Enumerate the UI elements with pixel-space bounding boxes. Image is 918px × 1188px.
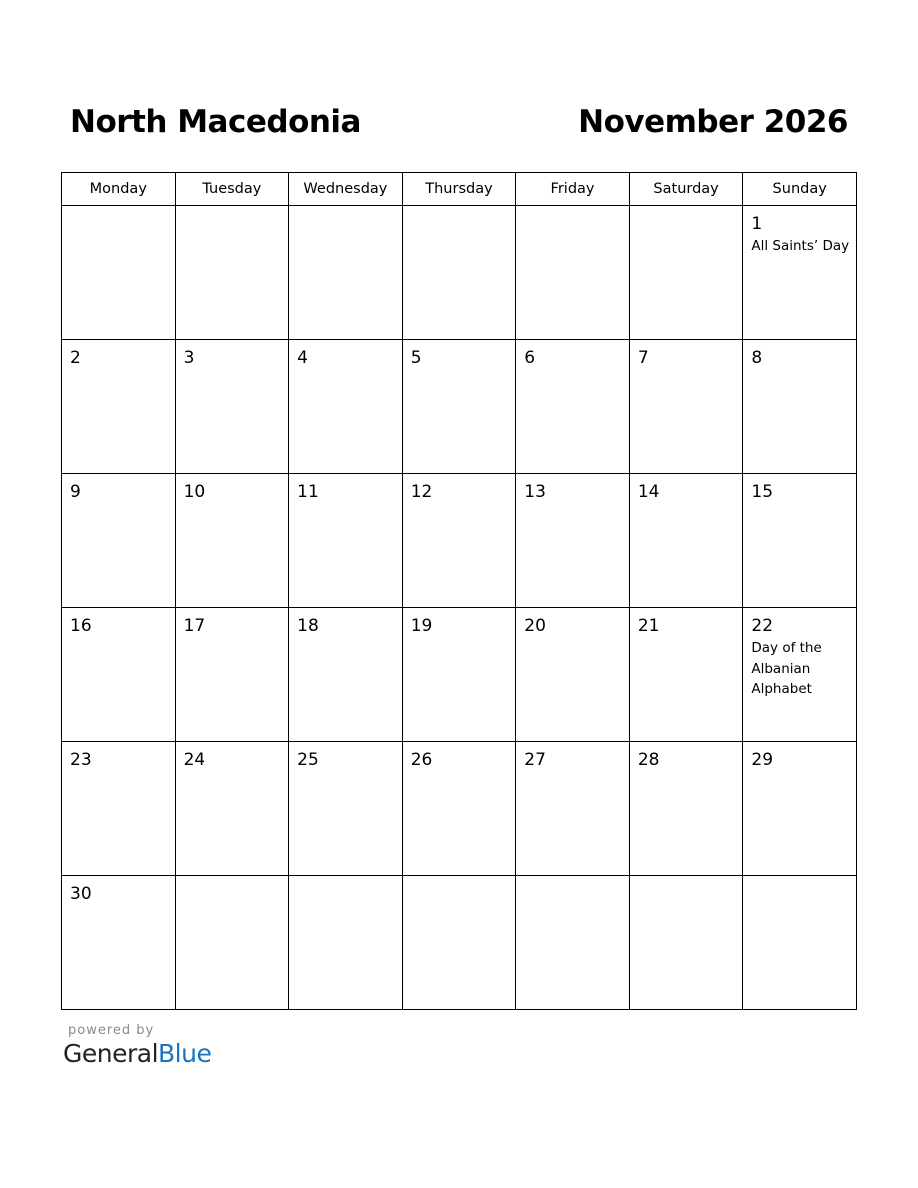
day-cell: [629, 340, 743, 474]
day-number: 4: [297, 348, 308, 368]
day-number: 21: [637, 616, 660, 636]
day-cell: [62, 206, 176, 340]
day-cell: [743, 876, 857, 1010]
day-cell: [289, 742, 403, 876]
day-cell: [175, 876, 289, 1010]
country-title: North Macedonia: [70, 104, 361, 140]
day-cell: [402, 876, 516, 1010]
day-cell: [516, 608, 630, 742]
holiday-label: All Saints’ Day: [751, 238, 850, 254]
month-year-title: November 2026: [578, 104, 848, 140]
day-number: 2: [70, 348, 81, 368]
week-row: [62, 876, 857, 1010]
day-number: 16: [70, 616, 92, 636]
day-cell: [402, 206, 516, 340]
day-number: 17: [183, 616, 206, 636]
weekday-header: Saturday: [629, 173, 743, 206]
day-cell: [175, 474, 289, 608]
weekday-header: Friday: [516, 173, 630, 206]
day-cell: [402, 608, 516, 742]
day-cell: [402, 742, 516, 876]
day-cell: [175, 206, 289, 340]
day-cell: [62, 340, 176, 474]
week-row: [62, 340, 857, 474]
day-number: 25: [297, 750, 319, 770]
weekday-header: Wednesday: [289, 173, 403, 206]
day-cell: [516, 876, 630, 1010]
week-row: [62, 608, 857, 742]
day-cell: [62, 608, 176, 742]
weekday-header: Sunday: [743, 173, 857, 206]
day-number: 27: [524, 750, 546, 770]
day-number: 13: [524, 482, 546, 502]
day-number: 18: [297, 616, 319, 636]
day-cell: [516, 340, 630, 474]
day-cell: [629, 876, 743, 1010]
weekday-header: Tuesday: [175, 173, 289, 206]
brand-general-text: General: [63, 1039, 159, 1068]
day-cell: [629, 742, 743, 876]
powered-by-label: powered by: [68, 1023, 155, 1038]
day-cell: [743, 340, 857, 474]
day-cell: [743, 474, 857, 608]
day-cell: [289, 608, 403, 742]
day-number: 7: [637, 348, 649, 368]
day-cell: [289, 876, 403, 1010]
day-number: 26: [410, 750, 433, 770]
day-number: 6: [524, 348, 536, 368]
day-cell: [62, 876, 176, 1010]
day-cell: [516, 742, 630, 876]
day-cell: [289, 474, 403, 608]
day-cell: [175, 608, 289, 742]
week-row: [62, 742, 857, 876]
day-number: 23: [70, 750, 92, 770]
day-cell: [175, 340, 289, 474]
day-cell: [743, 608, 857, 742]
day-number: 10: [183, 482, 206, 502]
day-number: 1: [751, 214, 763, 234]
day-cell: [516, 474, 630, 608]
day-cell: [289, 340, 403, 474]
day-cell: [402, 340, 516, 474]
day-cell: [516, 206, 630, 340]
day-number: 24: [183, 750, 206, 770]
day-number: 19: [410, 616, 433, 636]
day-number: 30: [70, 884, 92, 904]
day-cell: [743, 742, 857, 876]
weekday-header: Monday: [62, 173, 176, 206]
day-number: 20: [524, 616, 546, 636]
day-cell: [175, 742, 289, 876]
day-number: 12: [410, 482, 433, 502]
day-number: 8: [751, 348, 763, 368]
weekday-header-row: [62, 173, 857, 206]
day-number: 11: [297, 482, 319, 502]
generalblue-logo[interactable]: [63, 1039, 211, 1068]
day-cell: [629, 608, 743, 742]
week-row: [62, 206, 857, 340]
day-number: 22: [751, 616, 774, 636]
day-number: 9: [70, 482, 81, 502]
day-cell: [743, 206, 857, 340]
day-number: 28: [637, 750, 660, 770]
weekday-header: Thursday: [402, 173, 516, 206]
day-cell: [289, 206, 403, 340]
day-cell: [629, 206, 743, 340]
week-row: [62, 474, 857, 608]
day-number: 3: [183, 348, 195, 368]
holiday-label: Day of the Albanian Alphabet: [751, 640, 822, 697]
calendar-grid: [61, 172, 857, 1010]
brand-blue-text: Blue: [158, 1039, 212, 1068]
day-cell: [402, 474, 516, 608]
day-cell: [62, 742, 176, 876]
day-number: 15: [751, 482, 774, 502]
day-cell: [629, 474, 743, 608]
day-number: 14: [637, 482, 660, 502]
day-cell: [62, 474, 176, 608]
day-number: 29: [751, 750, 774, 770]
day-number: 5: [410, 348, 422, 368]
